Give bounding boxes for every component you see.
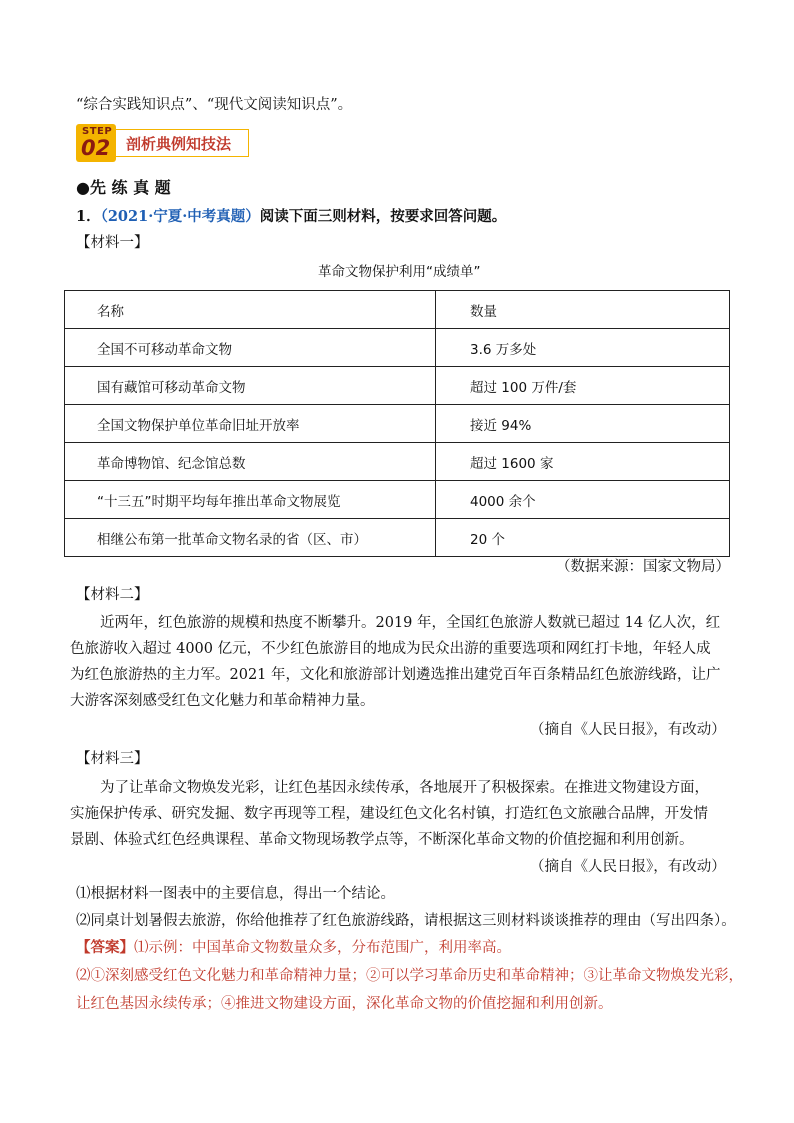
material1-source: （数据来源：国家文物局） (556, 559, 730, 575)
question-number: 1． (76, 208, 101, 225)
answer-label: 【答案】 (76, 939, 134, 956)
table-header-row (65, 291, 730, 329)
header-quantity: 数量 (436, 291, 730, 329)
step-number: 02 (81, 136, 111, 160)
step-badge (76, 124, 252, 162)
header-name: 名称 (65, 291, 436, 329)
question-prompt: 阅读下面三则材料，按要求回答问题。 (259, 208, 507, 225)
cell-quantity: 20 个 (436, 519, 730, 557)
answer-part1: ⑴示例：中国革命文物数量众多，分布范围广，利用率高。 (134, 940, 511, 956)
answer-part2-line2: 让红色基因永续传承；④推进文物建设方面，深化革命文物的价值挖掘和利用创新。 (76, 996, 613, 1012)
material2-heading: 【材料二】 (76, 587, 149, 603)
cell-quantity: 超过 100 万件/套 (436, 367, 730, 405)
cell-name: 革命博物馆、纪念馆总数 (65, 443, 436, 481)
sub-question-2: ⑵同桌计划暑假去旅游，你给他推荐了红色旅游线路，请根据这三则材料谈谈推荐的理由（写出四条）。 (76, 913, 736, 929)
material2-body: 近两年，红色旅游的规模和热度不断攀升。2019 年，全国红色旅游人数就已超过 14 亿人次，红色旅游收入超过 4000 亿元，不少红色旅游目的地成为民众出游的重要选项和网红打卡地，年轻人成为红色旅游热的主力军。2021 年，文化和旅游部计划遴选推出建党百年百条精品红色旅游线路，让广大游客深刻感受红色文化魅力和革命精神力量。 (70, 615, 721, 709)
question-line (76, 207, 506, 227)
cell-name: 全国文物保护单位革命旧址开放率 (65, 405, 436, 443)
table-row (65, 367, 730, 405)
cell-quantity: 4000 余个 (436, 481, 730, 519)
table-row (65, 519, 730, 557)
step-label: 剖析典例知技法 (126, 135, 232, 153)
table-title: 革命文物保护利用“成绩单” (318, 264, 481, 280)
table-row (65, 481, 730, 519)
achievement-table (64, 290, 730, 557)
step-label-box (116, 129, 249, 157)
sub-question-1: ⑴根据材料一图表中的主要信息，得出一个结论。 (76, 886, 395, 902)
cell-name: 国有藏馆可移动革命文物 (65, 367, 436, 405)
table-row (65, 405, 730, 443)
intro-line: “综合实践知识点”、“现代文阅读知识点”。 (76, 97, 353, 113)
cell-quantity: 超过 1600 家 (436, 443, 730, 481)
step-number-box (76, 124, 116, 162)
section-heading: ●先 练 真 题 (76, 178, 171, 197)
cell-name: 全国不可移动革命文物 (65, 329, 436, 367)
cell-quantity: 接近 94% (436, 405, 730, 443)
table-row (65, 443, 730, 481)
material1-heading: 【材料一】 (76, 235, 149, 251)
material3-heading: 【材料三】 (76, 751, 149, 767)
cell-name: 相继公布第一批革命文物名录的省（区、市） (65, 519, 436, 557)
material3-body: 为了让革命文物焕发光彩，让红色基因永续传承，各地展开了积极探索。在推进文物建设方面，实施保护传承、研究发掘、数字再现等工程，建设红色文化名村镇，打造红色文旅融合品牌，开发情景剧、体验式红色经典课程、革命文物现场教学点等，不断深化革命文物的价值挖掘和利用创新。 (70, 780, 709, 848)
step-word: STEP (82, 126, 113, 137)
material2-source: （摘自《人民日报》，有改动） (530, 722, 726, 738)
table-row (65, 329, 730, 367)
material3-source: （摘自《人民日报》，有改动） (530, 859, 726, 875)
answer-part2-line1: ⑵①深刻感受红色文化魅力和革命精神力量；②可以学习革命历史和革命精神；③让革命文物焕发光彩， (76, 968, 743, 984)
cell-quantity: 3.6 万多处 (436, 329, 730, 367)
answer-line-1 (76, 938, 511, 958)
cell-name: “十三五”时期平均每年推出革命文物展览 (65, 481, 436, 519)
question-source: （2021·宁夏·中考真题） (100, 208, 260, 225)
